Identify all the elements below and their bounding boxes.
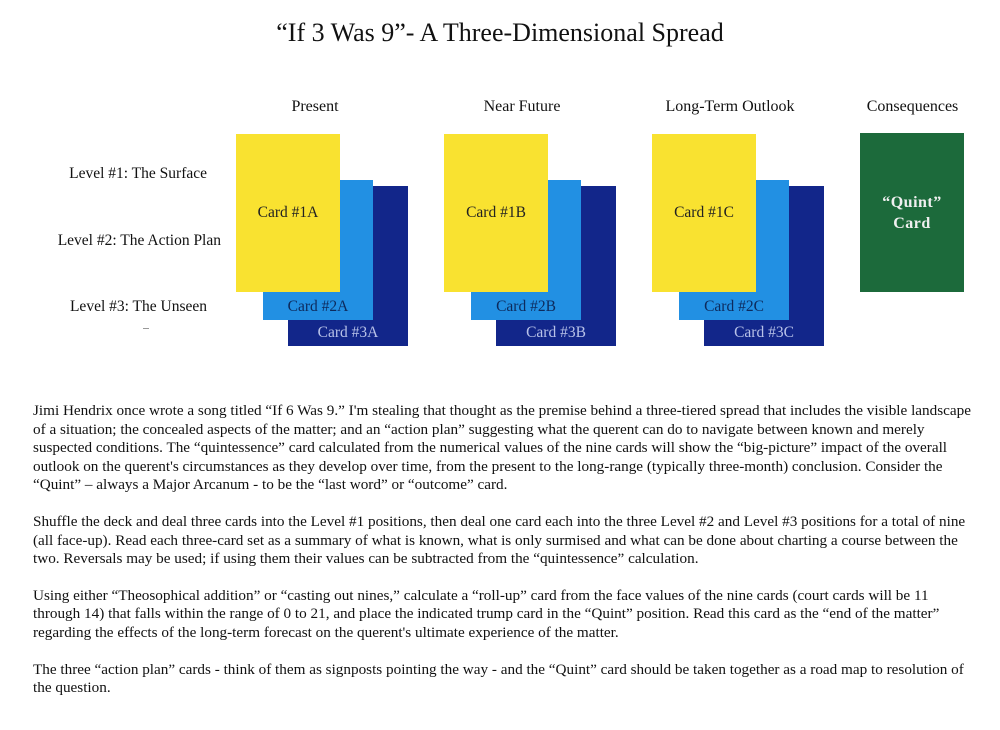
card-2b: Card #2B <box>471 180 581 320</box>
column-header-near-future: Near Future <box>483 98 561 115</box>
paragraph-summary: The three “action plan” cards - think of them as signposts pointing the way - and the “Quint” card should be taken together as a road map to resolution of the question. <box>33 660 964 697</box>
instructions-text <box>33 402 973 716</box>
card-2c: Card #2C <box>679 180 789 320</box>
card-3a: Card #3A <box>288 186 408 346</box>
card-2a: Card #2A <box>263 180 373 320</box>
card-1a: Card #1A <box>236 134 340 292</box>
card-1b: Card #1B <box>444 134 548 292</box>
level-label-action-plan: Level #2: The Action Plan <box>57 232 221 249</box>
paragraph-intro: Jimi Hendrix once wrote a song titled “If 6 Was 9.” I'm stealing that thought as the premise behind a three-tiered spread that includes the visible landscape of a situation; the concealed aspects of the matter; and an “action plan” suggesting what the querent can do to navigate between known and merely suspected conditions. The “quintessence” card calculated from the numerical values of the nine cards will show the “big-picture” impact of the overall outlook on the querent's circumstances as they develop over time, from the present to the long-range (typically three-month) conclusion. Consider the “Quint” – always a Major Arcanum - to be the “last word” or “outcome” card. <box>33 402 971 494</box>
card-1c: Card #1C <box>652 134 756 292</box>
card-3b: Card #3B <box>496 186 616 346</box>
card-3c: Card #3C <box>704 186 824 346</box>
column-header-long-term-outlook: Long-Term Outlook <box>665 98 795 115</box>
page-title: “If 3 Was 9”- A Three-Dimensional Spread <box>276 18 724 47</box>
quint-card <box>860 133 964 292</box>
quint-card-line1: “Quint” <box>882 193 942 211</box>
paragraph-calculate: Using either “Theosophical addition” or “casting out nines,” calculate a “roll-up” card from the face values of the nine cards (court cards will be 11 through 14) that falls within the range of 0 to 21, and place the indicated trump card in the “Quint” position. Read this card as the “end of the matter” regarding the effects of the long-term forecast on the querent's ultimate experience of the matter. <box>33 586 940 641</box>
quint-card-line2: Card <box>893 214 931 232</box>
level-label-surface: Level #1: The Surface <box>69 165 207 182</box>
stray-mark <box>143 328 149 329</box>
level-label-unseen: Level #3: The Unseen <box>69 298 207 315</box>
column-header-present: Present <box>291 98 339 115</box>
paragraph-deal: Shuffle the deck and deal three cards into the Level #1 positions, then deal one card each into the three Level #2 and Level #3 positions for a total of nine (all face-up). Read each three-card set as a summary of what is known, what is only surmised and what can be done about charting a course between the two. Reversals may be used; if using them their values can be subtracted from the “quintessence” calculation. <box>33 512 966 568</box>
column-header-consequences: Consequences <box>866 98 959 115</box>
